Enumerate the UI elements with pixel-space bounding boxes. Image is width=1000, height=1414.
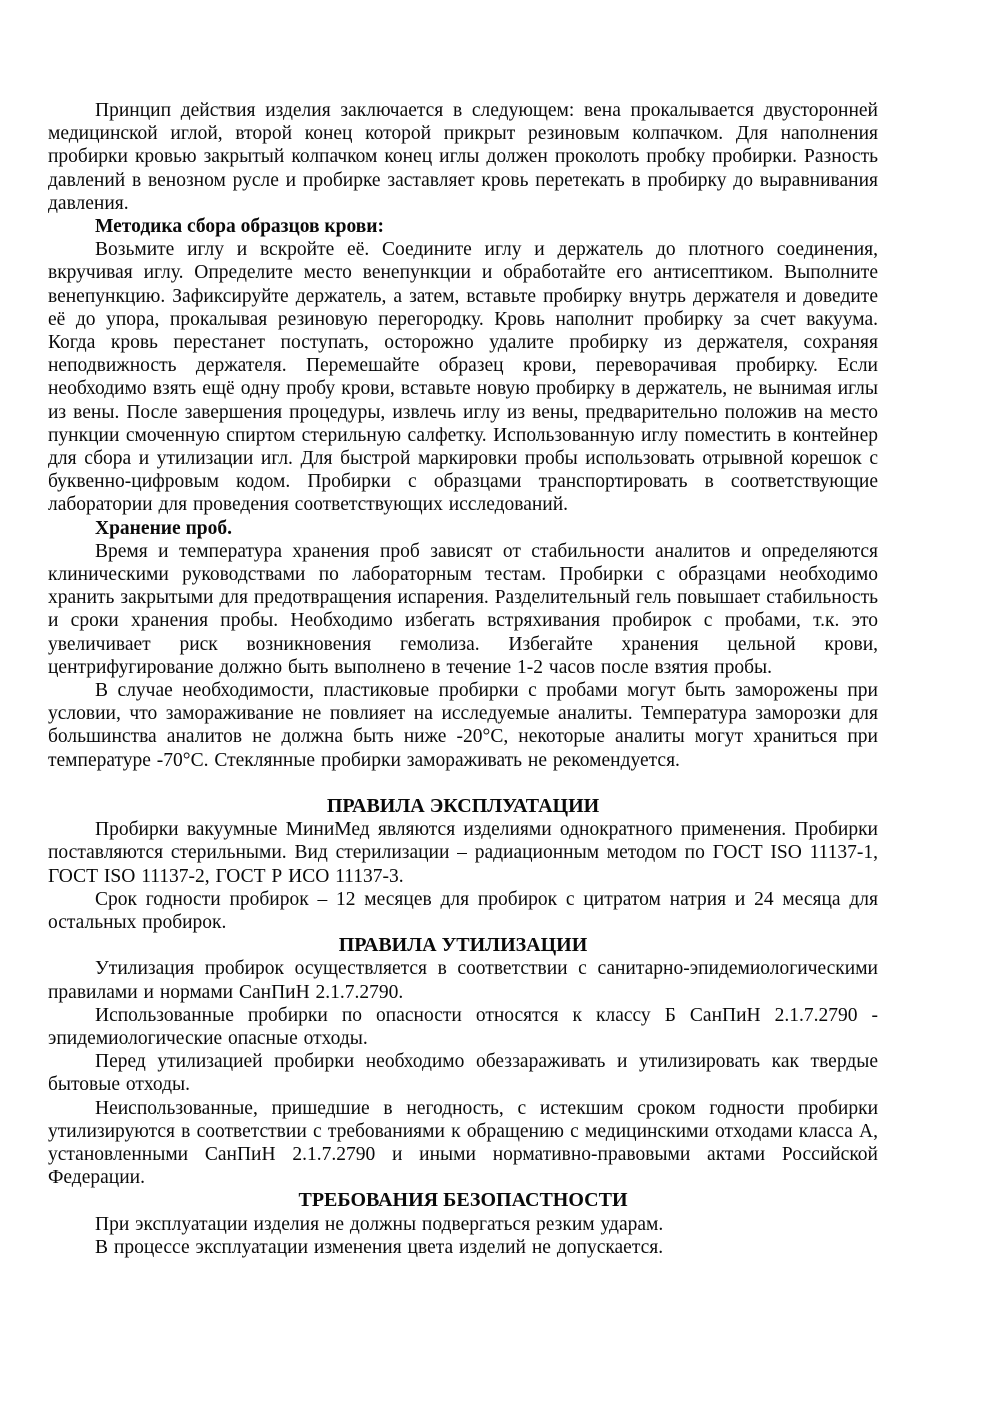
paragraph-shelf-life: Срок годности пробирок – 12 месяцев для пробирок с цитратом натрия и 24 месяца для остальных пробирок.: [48, 888, 878, 933]
paragraph-disposal-sanpin: Утилизация пробирок осуществляется в соответствии с санитарно-эпидемиологическими правилами и нормами СанПиН 2.1.7.2790.: [48, 958, 878, 1003]
heading-blood-collection-method: Методика сбора образцов крови:: [95, 216, 385, 238]
paragraph-principle-of-operation: Принцип действия изделия заключается в следующем: вена прокалывается двусторонней медицинской иглой, второй конец которой прикрыт резиновым колпачком. Для наполнения пробирки кровью закрытый колпачком конец иглы должен проколоть пробку пробирки. Разность давлений в венозном русле и пробирке заставляет кровь перетекать в пробирку до выравнивания давления.: [48, 100, 878, 214]
heading-sample-storage: Хранение проб.: [95, 517, 233, 539]
heading-safety-requirements: ТРЕБОВАНИЯ БЕЗОПАСТНОСТИ: [298, 1189, 628, 1212]
paragraph-blood-collection-method: Возьмите иглу и вскройте её. Соедините иглу и держатель до плотного соединения, вкручивая иглу. Определите место венепункции и обработайте его антисептиком. Выполните венепункцию. Зафиксируйте держатель, а затем, вставьте пробирку внутрь держателя и доведите её до упора, прокалывая резиновую перегородку. Кровь наполнит пробирку за счет вакуума. Когда кровь перестанет поступать, осторожно удалите пробирку из держателя, сохраняя неподвижность держателя. Перемешайте образец крови, переворачивая пробирку. Если необходимо взять ещё одну пробу крови, вставьте новую пробирку в держатель, не вынимая иглы из вены. После завершения процедуры, извлечь иглу из вены, предварительно положив на место пункции смоченную спиртом стерильную салфетку. Использованную иглу поместить в контейнер для сбора и утилизации игл. Для быстрой маркировки пробы использовать отрывной корешок с буквенно-цифровым кодом. Пробирки с образцами транспортировать в соответствующие лаборатории для проведения соответствующих исследований.: [48, 239, 878, 516]
paragraph-safety-no-impacts: При эксплуатации изделия не должны подвергаться резким ударам.: [95, 1213, 664, 1235]
paragraph-decontamination: Перед утилизацией пробирки необходимо обеззараживать и утилизировать как твердые бытовые отходы.: [48, 1051, 878, 1096]
paragraph-freezing-conditions: В случае необходимости, пластиковые пробирки с пробами могут быть заморожены при условии, что замораживание не повлияет на исследуемые аналиты. Температура заморозки для большинства аналитов не должна быть ниже -20°С, некоторые аналиты могут храниться при температуре -70°С. Стеклянные пробирки замораживать не рекомендуется.: [48, 680, 878, 771]
paragraph-used-tubes-class-b: Использованные пробирки по опасности относятся к классу Б СанПиН 2.1.7.2790 - эпидемиологические опасные отходы.: [48, 1004, 878, 1049]
paragraph-safety-no-color-change: В процессе эксплуатации изменения цвета изделий не допускается.: [95, 1236, 664, 1258]
heading-disposal-rules: ПРАВИЛА УТИЛИЗАЦИИ: [338, 934, 588, 957]
paragraph-storage-conditions: Время и температура хранения проб зависят от стабильности аналитов и определяются клиническими руководствами по лабораторным тестам. Пробирки с образцами необходимо хранить закрытыми для предотвращения испарения. Разделительный гель повышает стабильность и сроки хранения пробы. Необходимо избегать встряхивания пробирок с пробами, т.к. это увеличивает риск возникновения гемолиза. Избегайте хранения цельной крови, центрифугирование должно быть выполнено в течение 1-2 часов после взятия пробы.: [48, 540, 878, 678]
heading-operation-rules: ПРАВИЛА ЭКСПЛУАТАЦИИ: [326, 794, 600, 817]
paragraph-single-use-sterilization: Пробирки вакуумные МиниМед являются изделиями однократного применения. Пробирки поставляются стерильными. Вид стерилизации – радиационным методом по ГОСТ ISO 11137-1, ГОСТ ISO 11137-2, ГОСТ Р ИСО 11137-3.: [48, 819, 878, 887]
paragraph-unused-tubes-class-a: Неиспользованные, пришедшие в негодность, с истекшим сроком годности пробирки утилизируются в соответствии с требованиями к обращению с медицинскими отходами класса А, установленными СанПиН 2.1.7.2790 и иными нормативно-правовыми актами Российской Федерации.: [48, 1097, 878, 1189]
